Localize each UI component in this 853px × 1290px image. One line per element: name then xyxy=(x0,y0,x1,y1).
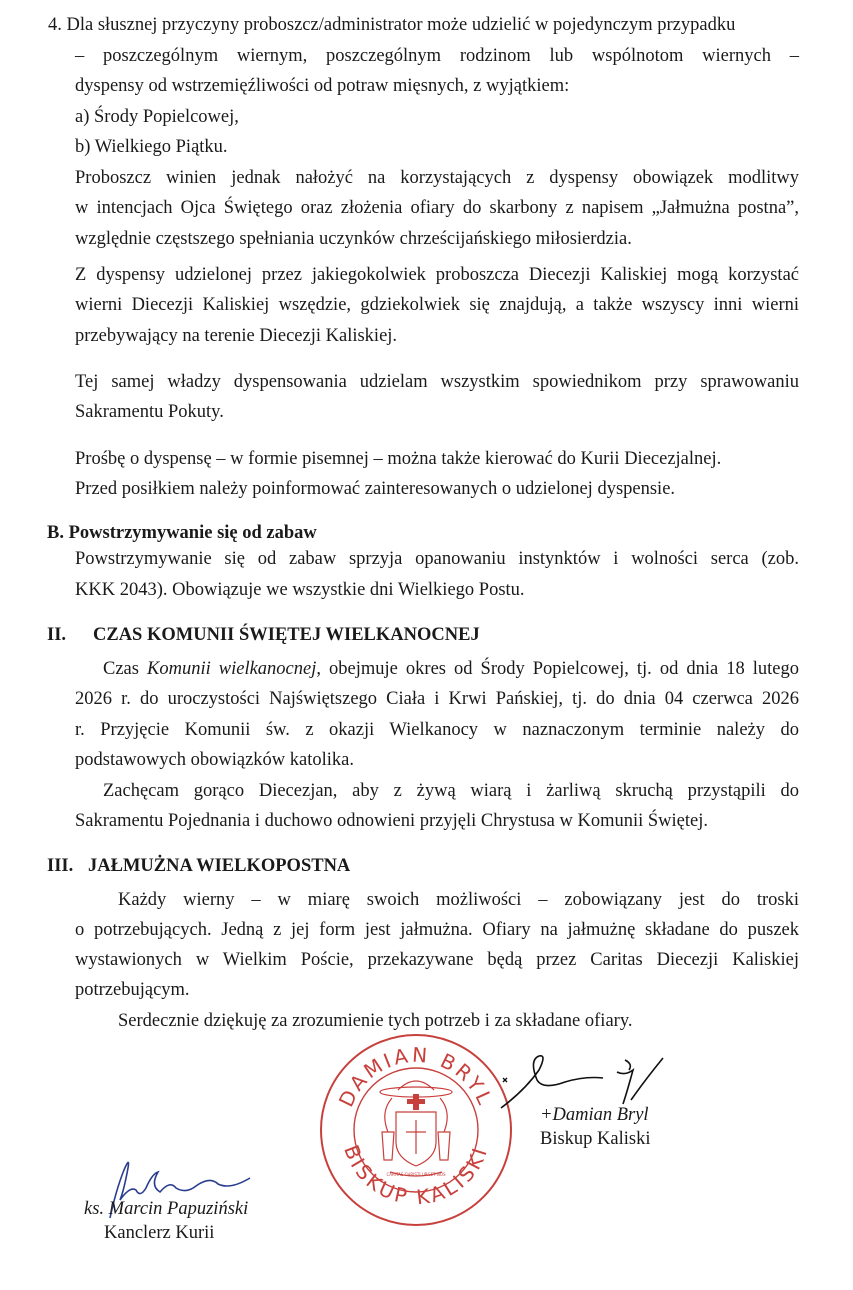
section-iii-line-4: potrzebującym. xyxy=(75,980,190,1000)
section-ii-p1-line-3: r. Przyjęcie Komunii św. z okazji Wielkanocy w naznaczonym terminie należy do xyxy=(75,720,799,740)
confessors-line-2: Sakramentu Pokuty. xyxy=(75,402,224,422)
section-iii-line-1: Każdy wierny – w miarę swoich możliwości – zobowiązany jest do troski xyxy=(118,890,799,910)
exception-b: b) Wielkiego Piątku. xyxy=(75,137,228,157)
section-iii-line-3: wystawionych w Wielkim Poście, przekazywane będą przez Caritas Diecezji Kaliskiej xyxy=(75,950,799,970)
bishop-title: Biskup Kaliski xyxy=(540,1129,651,1149)
section-ii-numeral: II. xyxy=(47,625,67,645)
point-4-line-3: dyspensy od wstrzemięźliwości od potraw mięsnych, z wyjątkiem: xyxy=(75,76,570,96)
section-ii-p1-line-2: 2026 r. do uroczystości Najświętszego Ciała i Krwi Pańskiej, tj. do dnia 04 czerwca 2026 xyxy=(75,689,799,709)
p1-prefix: Czas xyxy=(103,659,147,679)
p1-rest: , obejmuje okres od Środy Popielcowej, tj. od dnia 18 lutego xyxy=(316,659,799,679)
request-line-1: Prośbę o dyspensę – w formie pisemnej – można także kierować do Kurii Diecezjalnej. xyxy=(75,449,722,469)
section-iii-heading: JAŁMUŻNA WIELKOPOSTNA xyxy=(88,856,351,876)
exception-a: a) Środy Popielcowej, xyxy=(75,107,239,127)
seal-top-text: DAMIAN BRYL xyxy=(333,1042,499,1111)
thanks-line: Serdecznie dziękuję za zrozumienie tych potrzeb i za składane ofiary. xyxy=(118,1011,633,1031)
scope-line-2: wierni Diecezji Kaliskiej wszędzie, gdziekolwiek się znajdują, a także wszyscy inni wierni xyxy=(75,295,799,315)
obligation-line-2: w intencjach Ojca Świętego oraz złożenia ofiary do skarbony z napisem „Jałmużna postna”, xyxy=(75,198,799,218)
point-4-line-1: 4. Dla słusznej przyczyny proboszcz/administrator może udzielić w pojedynczym przypadku xyxy=(48,15,736,35)
seal-bottom-text: BISKUP KALISKI xyxy=(339,1141,493,1210)
section-b-line-2: KKK 2043). Obowiązuje we wszystkie dni Wielkiego Postu. xyxy=(75,580,525,600)
section-ii-p2-line-2: Sakramentu Pojednania i duchowo odnowieni przyjęli Chrystusa w Komunii Świętej. xyxy=(75,811,709,831)
chancellor-title: Kanclerz Kurii xyxy=(104,1223,215,1243)
seal-motto: CARITAS CHRISTI URGET NOS xyxy=(386,1172,446,1177)
section-ii-p1-line-4: podstawowych obowiązków katolika. xyxy=(75,750,354,770)
obligation-line-1: Proboszcz winien jednak nałożyć na korzystających z dyspensy obowiązek modlitwy xyxy=(75,168,799,188)
section-b-heading: B. Powstrzymywanie się od zabaw xyxy=(47,523,317,543)
bishop-signature-icon xyxy=(495,1050,695,1110)
p1-italic-term: Komunii wielkanocnej xyxy=(147,659,317,679)
section-ii-p1-line-1 xyxy=(103,656,799,682)
section-iii-numeral: III. xyxy=(47,856,74,876)
request-line-2: Przed posiłkiem należy poinformować zainteresowanych o udzielonej dyspensie. xyxy=(75,479,676,499)
section-b-line-1: Powstrzymywanie się od zabaw sprzyja opanowaniu instynktów i wolności serca (zob. xyxy=(75,549,799,569)
chancellor-name: ks. Marcin Papuziński xyxy=(84,1199,249,1219)
point-4-line-2: – poszczególnym wiernym, poszczególnym rodzinom lub wspólnotom wiernych – xyxy=(75,46,799,66)
bishop-name: +Damian Bryl xyxy=(540,1105,649,1125)
section-ii-p2-line-1: Zachęcam gorąco Diecezjan, aby z żywą wiarą i żarliwą skruchą przystąpili do xyxy=(103,781,799,801)
section-iii-line-2: o potrzebujących. Jedną z jej form jest jałmużna. Ofiary na jałmużnę składane do puszek xyxy=(75,920,799,940)
scope-line-3: przebywający na terenie Diecezji Kaliskiej. xyxy=(75,326,398,346)
obligation-line-3: względnie częstszego spełniania uczynków chrześcijańskiego miłosierdzia. xyxy=(75,229,632,249)
confessors-line-1: Tej samej władzy dyspensowania udzielam wszystkim spowiednikom przy sprawowaniu xyxy=(75,372,799,392)
bishop-seal-stamp xyxy=(318,1032,514,1228)
scope-line-1: Z dyspensy udzielonej przez jakiegokolwiek proboszcza Diecezji Kaliskiej mogą korzystać xyxy=(75,265,799,285)
section-ii-heading: CZAS KOMUNII ŚWIĘTEJ WIELKANOCNEJ xyxy=(93,625,480,645)
